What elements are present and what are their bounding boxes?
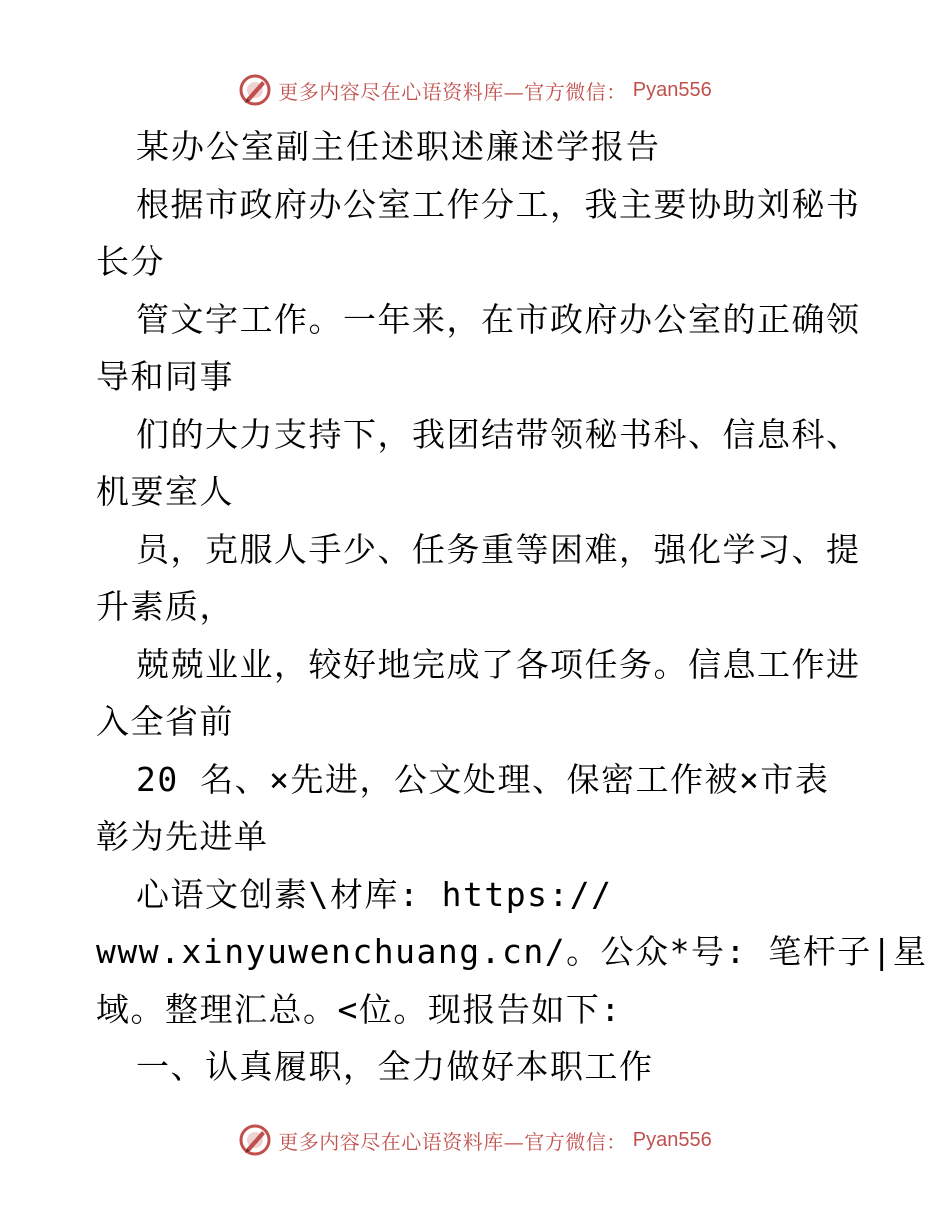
section-heading: 一、认真履职，全力做好本职工作 — [136, 1047, 654, 1086]
document-body — [96, 118, 928, 1096]
paragraph-line: 入全省前 — [96, 702, 234, 741]
paragraph-line: 导和同事 — [96, 357, 234, 396]
paragraph-line: www.xinyuwenchuang.cn/。公众*号: 笔杆子|星 — [96, 932, 928, 971]
paragraph-line: 根据市政府办公室工作分工，我主要协助刘秘书 — [136, 184, 861, 224]
paragraph-line: 长分 — [96, 242, 165, 281]
paragraph-line: 20 名、×先进，公文处理、保密工作被×市表 — [136, 759, 830, 799]
footer-watermark — [0, 1122, 950, 1158]
watermark-handle: Pyan556 — [632, 78, 712, 101]
watermark-handle: Pyan556 — [632, 1128, 712, 1151]
paragraph-line: 彰为先进单 — [96, 817, 269, 856]
paragraph-line: 员，克服人手少、任务重等困难，强化学习、提 — [136, 529, 861, 569]
watermark-text: 更多内容尽在心语资料库—官方微信： — [278, 1129, 627, 1154]
watermark-text: 更多内容尽在心语资料库—官方微信： — [278, 79, 627, 104]
document-title: 某办公室副主任述职述廉述学报告 — [136, 127, 661, 166]
paragraph-line: 心语文创素\材库: https:// — [136, 874, 613, 914]
paragraph-line: 升素质， — [96, 587, 234, 626]
pen-logo-icon — [238, 73, 272, 107]
pen-logo-icon — [238, 1123, 272, 1157]
header-watermark — [0, 72, 950, 108]
paragraph-line: 域。整理汇总。<位。现报告如下: — [96, 989, 622, 1029]
paragraph-line: 们的大力支持下，我团结带领秘书科、信息科、 — [136, 414, 861, 454]
paragraph-line: 管文字工作。一年来，在市政府办公室的正确领 — [136, 299, 861, 339]
paragraph-line: 机要室人 — [96, 472, 234, 511]
paragraph-line: 兢兢业业，较好地完成了各项任务。信息工作进 — [136, 644, 861, 684]
